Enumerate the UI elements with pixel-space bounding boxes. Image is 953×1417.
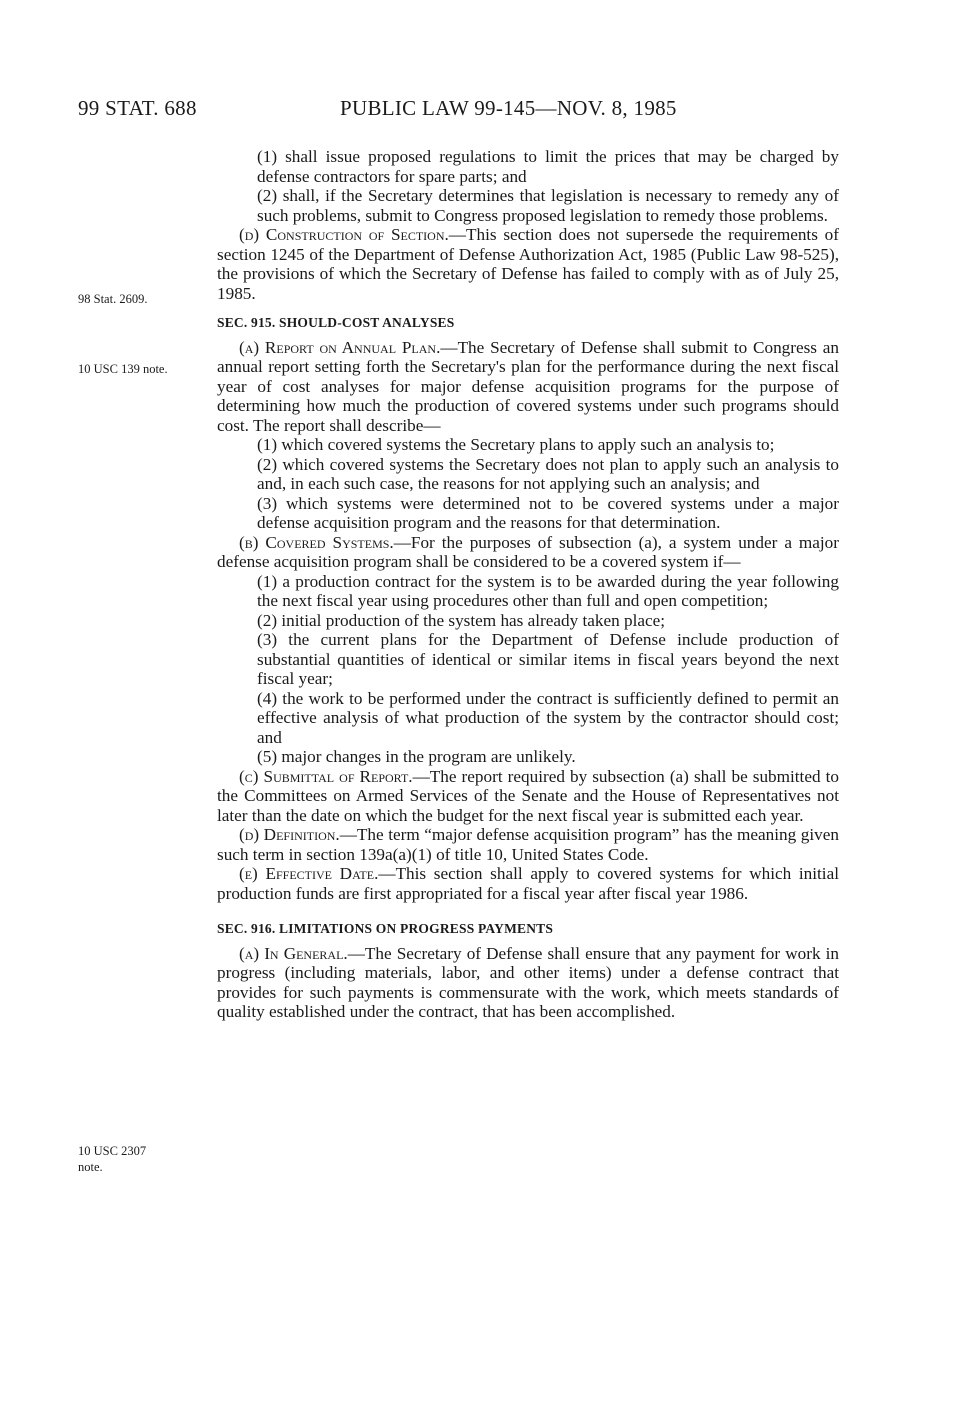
paragraph-b1: (1) a production contract for the system is to be awarded during the year following the next fiscal year using procedures other than full and open competition;: [257, 571, 839, 610]
margin-note-stat-ref: 98 Stat. 2609.: [78, 292, 148, 306]
paragraph-c1: (1) shall issue proposed regulations to limit the prices that may be charged by defense contractors for spare parts; and: [257, 147, 839, 186]
paragraph-b3: (3) the current plans for the Department of Defense include production of substantial quantities of identical or similar items in fiscal years beyond the next fiscal year;: [257, 630, 839, 688]
document-body: [217, 147, 839, 1022]
paragraph-c-submittal: (c) Submittal of Report.—The report required by subsection (a) shall be submitted to the Committees on Armed Services of the Senate and the House of Representatives not later than the date on which the budget for the next fiscal year is submitted each year.: [217, 766, 839, 825]
paragraph-d-definition: (d) Definition.—The term “major defense acquisition program” has the meaning given such term in section 139a(a)(1) of title 10, United States Code.: [217, 825, 839, 864]
subsection-label: (d) Definition.: [239, 825, 340, 844]
paragraph-b4: (4) the work to be performed under the contract is sufficiently defined to permit an effective analysis of what production of the system by the contractor should cost; and: [257, 688, 839, 747]
section-916-heading: SEC. 916. LIMITATIONS ON PROGRESS PAYMENTS: [217, 921, 554, 936]
margin-note-usc-2307-note: note.: [78, 1160, 103, 1174]
subsection-label: (a) Report on Annual Plan.: [239, 337, 441, 357]
paragraph-d-construction: (d) Construction of Section.—This section does not supersede the requirements of section 1245 of the Department of Defense Authorization Act, 1985 (Public Law 98-525), the provisions of which the Secretary of Defense has failed to comply with as of July 25, 1985.: [217, 225, 839, 303]
page-title: PUBLIC LAW 99-145—NOV. 8, 1985: [340, 96, 677, 120]
paragraph-a-report: (a) Report on Annual Plan.—The Secretary of Defense shall submit to Congress an annual report setting forth the Secretary's plan for the performance during the next fiscal year of cost analyses for major defense acquisition programs for the purpose of determining how much the production of covered systems under such programs should cost. The report shall describe—: [217, 337, 840, 435]
margin-note-usc-139: 10 USC 139 note.: [78, 362, 168, 376]
subsection-label: (a) In General.: [239, 943, 348, 963]
paragraph-c2: (2) shall, if the Secretary determines that legislation is necessary to remedy any of such problems, submit to Congress proposed legislation to remedy those problems.: [257, 186, 839, 225]
paragraph-b2: (2) initial production of the system has already taken place;: [257, 610, 666, 630]
paragraph-b5: (5) major changes in the program are unlikely.: [257, 747, 576, 766]
paragraph-a2: (2) which covered systems the Secretary does not plan to apply such an analysis to and, in each such case, the reasons for not applying such an analysis; and: [257, 454, 839, 493]
subsection-label: (c) Submittal of Report.: [239, 766, 413, 786]
paragraph-b-covered: (b) Covered Systems.—For the purposes of subsection (a), a system under a major defense acquisition program shall be considered to be a covered system if—: [217, 532, 839, 571]
paragraph-a1: (1) which covered systems the Secretary plans to apply such an analysis to;: [257, 435, 775, 454]
margin-note-usc-2307: 10 USC 2307: [78, 1144, 147, 1158]
paragraph-a-general: (a) In General.—The Secretary of Defense shall ensure that any payment for work in progress (including materials, labor, and other items) under a defense contract that provides for such payments is commensurate with the work, which meets standards of quality established under the contract, that has been accomplished.: [217, 943, 839, 1021]
subsection-label: (d) Construction of Section.: [239, 225, 449, 244]
paragraph-a3: (3) which systems were determined not to be covered systems under a major defense acquisition program and the reasons for that determination.: [257, 493, 839, 532]
subsection-label: (e) Effective Date.: [239, 864, 379, 883]
stat-page-number: 99 STAT. 688: [78, 96, 197, 120]
section-915-heading: SEC. 915. SHOULD-COST ANALYSES: [217, 315, 455, 330]
subsection-label: (b) Covered Systems.: [239, 532, 394, 552]
paragraph-e-effective: (e) Effective Date.—This section shall apply to covered systems for which initial production funds are first appropriated for a fiscal year after fiscal year 1986.: [217, 864, 839, 903]
